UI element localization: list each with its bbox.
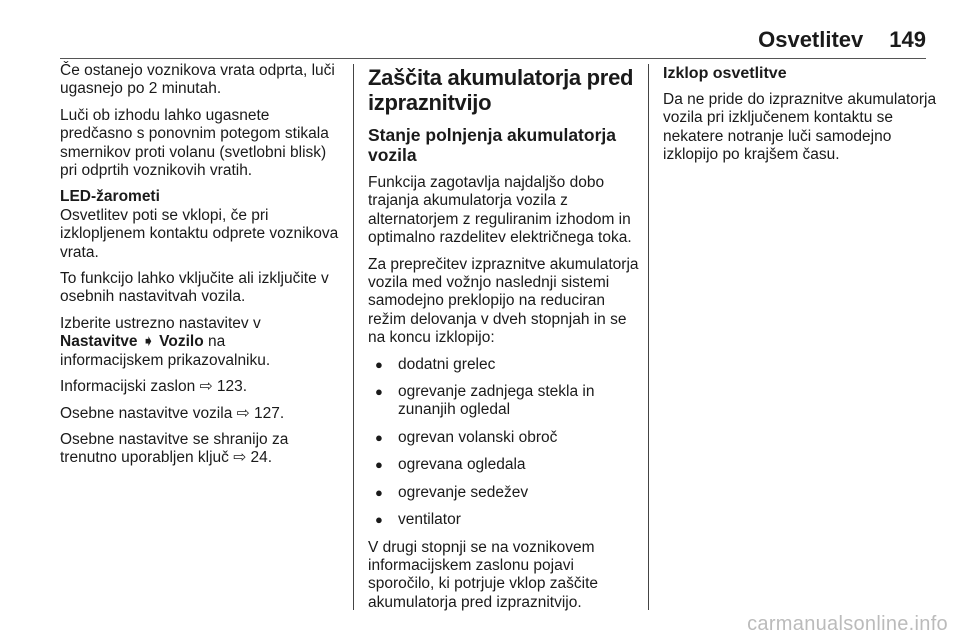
reference-arrow-icon: ⇨ bbox=[233, 449, 247, 467]
watermark: carmanualsonline.info bbox=[747, 613, 948, 635]
list-item: ● ogrevana ogledala bbox=[368, 456, 640, 474]
paragraph: Luči ob izhodu lahko ugasnete predčasno s ponovnim potegom stikala smernikov proti volanu (svetlobni blisk) pri odprtih voznikovih vratih. bbox=[60, 106, 329, 180]
cross-reference: Osebne nastavitve se shranijo za trenutno uporabljen ključ ⇨ 24. bbox=[60, 430, 289, 467]
list-item: ● ogrevan volanski obroč bbox=[368, 429, 640, 447]
subsection-heading: Stanje polnjenja akumulatorja vozila bbox=[368, 125, 616, 165]
column-middle bbox=[368, 62, 640, 620]
page-number: 149 bbox=[889, 27, 926, 52]
reference-arrow-icon: ⇨ bbox=[199, 378, 213, 396]
column-divider bbox=[648, 64, 649, 610]
cross-reference: Osebne nastavitve vozila ⇨ 127. bbox=[60, 404, 285, 422]
column-right bbox=[663, 62, 938, 173]
bullet-list bbox=[368, 356, 640, 530]
menu-item: Nastavitve bbox=[60, 333, 138, 351]
list-item: ● ogrevanje zadnjega stekla in zunanjih ogledal bbox=[368, 383, 640, 420]
header-rule bbox=[60, 58, 926, 59]
column-divider bbox=[353, 64, 354, 610]
arrow-icon: ➧ bbox=[141, 333, 155, 351]
page-header bbox=[60, 27, 926, 57]
section-heading: Zaščita akumulatorja pred izpraznitvijo bbox=[368, 65, 634, 115]
reference-arrow-icon: ⇨ bbox=[236, 404, 250, 422]
paragraph: Osvetlitev poti se vklopi, če pri izklopljenem kontaktu odprete voznikova vrata. bbox=[60, 206, 339, 261]
paragraph: Za preprečitev izpraznitve akumulatorja vozila med vožnjo naslednji sistemi samodejno preklopijo na reduciran režim delovanja v dveh stopnjah in se na koncu izklopijo: bbox=[368, 255, 639, 347]
paragraph: Da ne pride do izpraznitve akumulatorja vozila pri izključenem kontaktu se nekatere notranje luči samodejno izklopijo po krajšem času. bbox=[663, 91, 937, 164]
page-title: Osvetlitev bbox=[758, 27, 864, 52]
section-heading: Izklop osvetlitve bbox=[663, 65, 787, 82]
cross-reference: Informacijski zaslon ⇨ 123. bbox=[60, 378, 248, 396]
list-item: ● ventilator bbox=[368, 511, 640, 529]
menu-item: Vozilo bbox=[159, 333, 204, 351]
paragraph: To funkcijo lahko vključite ali izključite v osebnih nastavitvah vozila. bbox=[60, 270, 329, 306]
column-left bbox=[60, 62, 340, 476]
paragraph: V drugi stopnji se na voznikovem informacijskem zaslonu pojavi sporočilo, ki potrjuje vklop zaščite akumulatorja pred izpraznitvijo. bbox=[368, 538, 599, 611]
paragraph: Funkcija zagotavlja najdaljšo dobo trajanja akumulatorja vozila z alternatorjem z reguliranim izhodom in optimalno razdelitev električnega toka. bbox=[368, 174, 632, 247]
paragraph: Če ostanejo voznikova vrata odprta, luči ugasnejo po 2 minutah. bbox=[60, 62, 335, 98]
paragraph-menu-path: Izberite ustrezno nastavitev v Nastavitve ➧ Vozilo na informacijskem prikazovalniku. bbox=[60, 314, 271, 369]
list-item: ● ogrevanje sedežev bbox=[368, 484, 640, 502]
list-item: ● dodatni grelec bbox=[368, 356, 640, 374]
subsection-title: LED-žarometi bbox=[60, 188, 160, 206]
